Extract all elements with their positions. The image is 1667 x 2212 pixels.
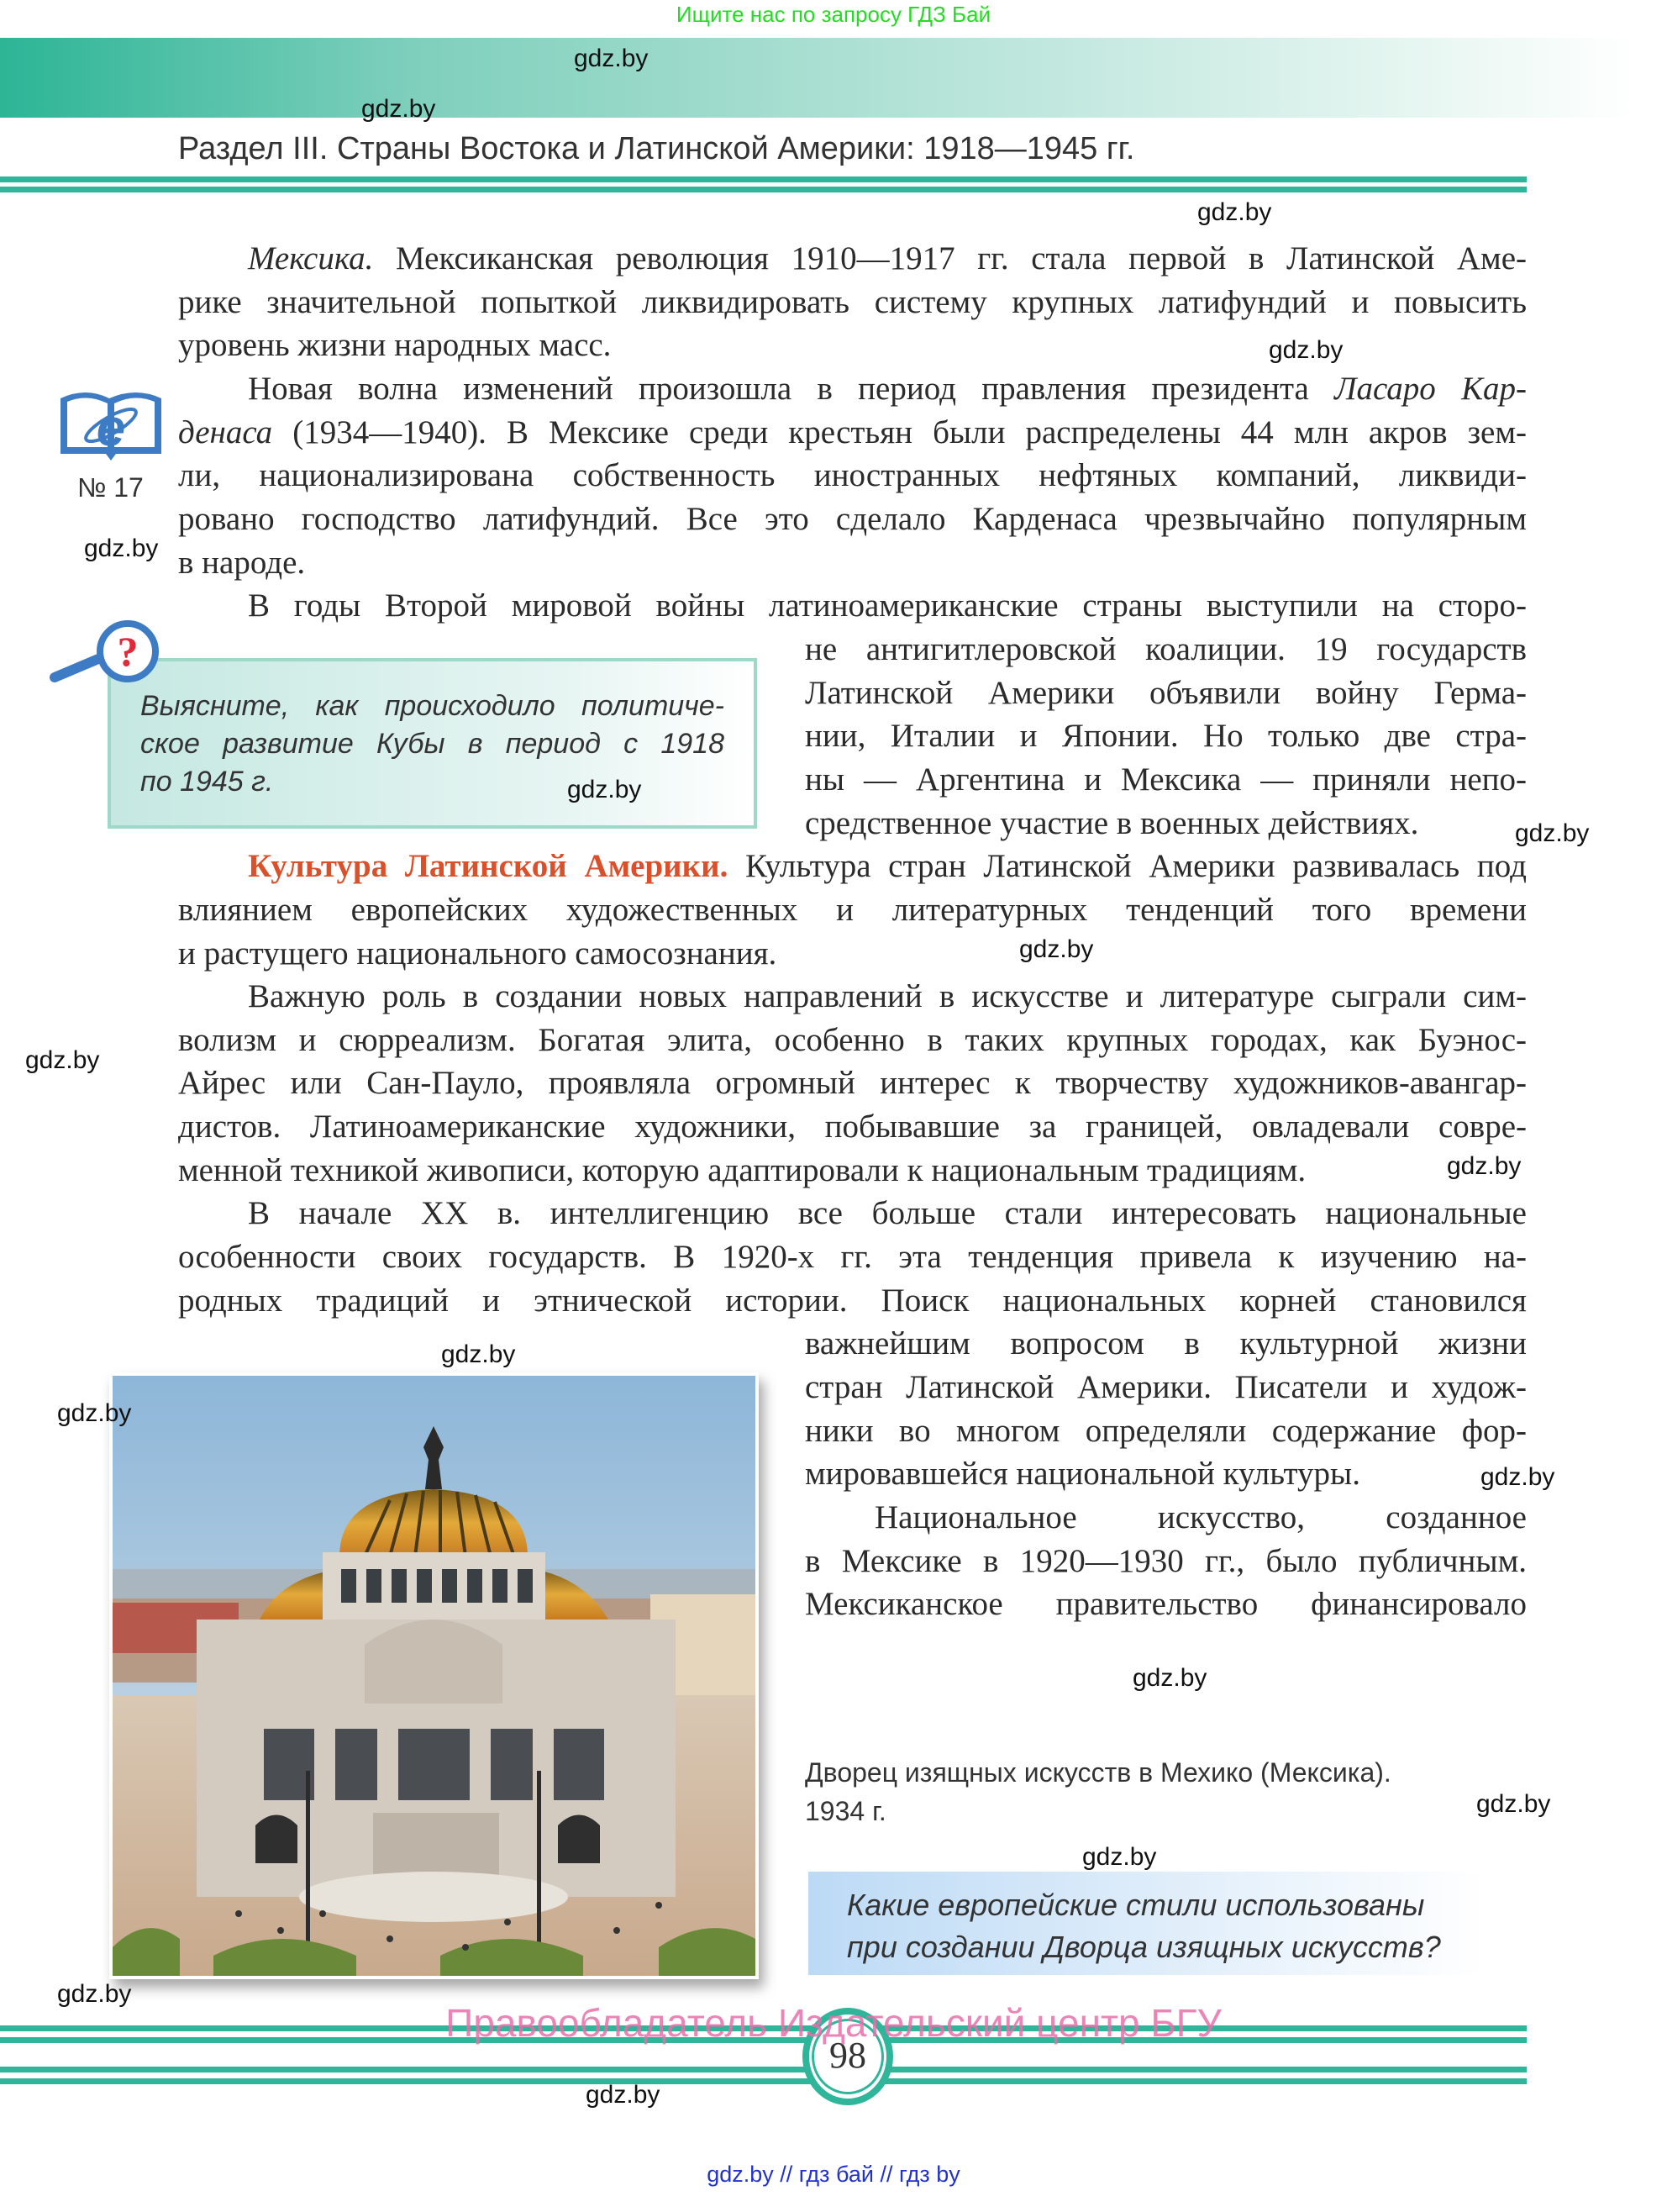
question-line: Какие европейские стили использованы — [847, 1888, 1425, 1922]
text-line — [805, 758, 1527, 802]
text-segment: стран Латинской Америки. Писатели и худож- — [805, 1369, 1527, 1406]
watermark: gdz.by — [84, 535, 159, 562]
text-segment: ровано господство латифундий. Все это сделало Карденаса чрезвычайно популярным — [178, 500, 1527, 537]
text-segment: важнейшим вопросом в культурной жизни — [805, 1325, 1527, 1362]
text-segment: Мексиканское правительство финансировало — [805, 1586, 1527, 1623]
top-banner[interactable]: Ищите нас по запросу ГДЗ Бай — [676, 2, 991, 27]
text-segment: Национальное искусство, созданное — [875, 1499, 1527, 1536]
watermark: gdz.by — [1197, 198, 1272, 226]
header-rule — [0, 176, 1527, 182]
text-segment: волизм и сюрреализм. Богатая элита, особенно в таких крупных городах, как Буэнос- — [178, 1021, 1527, 1058]
emphasis-text: денаса — [178, 413, 273, 450]
subheading: Культура Латинской Америки. — [248, 848, 728, 885]
text-line — [178, 845, 1527, 888]
watermark: gdz.by — [1269, 336, 1344, 364]
text-segment: В начале XX в. интеллигенцию все больше стали интересовать национальные — [248, 1195, 1527, 1232]
text-line — [178, 237, 1527, 281]
text-line — [805, 672, 1527, 715]
figure-caption — [805, 1753, 1391, 1830]
text-line — [178, 411, 1527, 455]
watermark: gdz.by — [1515, 819, 1590, 847]
text-line — [805, 1409, 1527, 1453]
text-line — [178, 1235, 1527, 1279]
watermark: gdz.by — [1476, 1790, 1551, 1818]
question-box-2-text — [847, 1884, 1441, 1968]
bottom-links[interactable]: gdz.by // гдз бай // гдз by — [707, 2162, 960, 2187]
text-segment: мировавшейся национальной культуры. — [805, 1456, 1361, 1493]
text-line — [178, 888, 1527, 932]
text-segment: и растущего национального самосознания. — [178, 935, 777, 972]
text-line — [178, 1105, 1527, 1149]
text-segment: Мексиканская революция 1910—1917 гг. стала первой в Латинской Аме- — [373, 240, 1527, 276]
text-line — [805, 1496, 1527, 1540]
text-segment: ники во многом определяли содержание фор- — [805, 1412, 1527, 1449]
text-line — [178, 1149, 1527, 1193]
question-line: по 1945 г. — [140, 766, 274, 798]
watermark: gdz.by — [574, 45, 649, 72]
question-line: при создании Дворца изящных искусств? — [847, 1930, 1441, 1964]
text-line — [805, 714, 1527, 758]
text-segment: уровень жизни народных масс. — [178, 327, 612, 364]
resource-number: № 17 — [77, 472, 144, 503]
text-segment: менной техникой живописи, которую адаптировали к национальным традициям. — [178, 1151, 1307, 1188]
text-segment: особенности своих государств. В 1920-х гг. эта тенденция привела к изучению на- — [178, 1239, 1527, 1276]
text-line — [178, 975, 1527, 1019]
watermark: gdz.by — [567, 776, 642, 803]
watermark: gdz.by — [1480, 1463, 1555, 1491]
text-segment: средственное участие в военных действиях. — [805, 804, 1419, 841]
text-line — [178, 1019, 1527, 1062]
e-resource-book-icon[interactable] — [57, 387, 165, 468]
text-line — [178, 281, 1527, 324]
question-line: Выясните, как происходило политиче- — [140, 690, 724, 722]
emphasis-text: Ласаро Кар- — [1334, 370, 1527, 407]
text-line — [805, 1452, 1527, 1496]
copyright-watermark: Правообладатель Издательский центр БГУ — [445, 2001, 1222, 2045]
text-line — [805, 1583, 1527, 1626]
text-line — [805, 1366, 1527, 1409]
text-line — [805, 1540, 1527, 1583]
caption-line: 1934 г. — [805, 1796, 886, 1826]
text-segment: В годы Второй мировой войны латиноамериканские страны выступили на сторо- — [248, 587, 1527, 624]
watermark: gdz.by — [1133, 1664, 1207, 1692]
page-number: 98 — [829, 2035, 866, 2076]
watermark: gdz.by — [25, 1046, 100, 1074]
palace-of-fine-arts-photo — [109, 1372, 759, 1979]
watermark: gdz.by — [1447, 1152, 1522, 1180]
watermark: gdz.by — [586, 2081, 660, 2109]
text-segment: дистов. Латиноамериканские художники, побывавшие за границей, овладевали совре- — [178, 1109, 1527, 1146]
text-line — [178, 454, 1527, 498]
text-segment: в Мексике в 1920—1930 гг., было публичным. — [805, 1542, 1527, 1579]
text-segment: влиянием европейских художественных и литературных тенденций того времени — [178, 891, 1527, 928]
text-segment: ли, национализирована собственность иностранных нефтяных компаний, ликвиди- — [178, 457, 1527, 494]
text-line — [178, 498, 1527, 541]
watermark: gdz.by — [1019, 935, 1094, 963]
text-segment: Новая волна изменений произошла в период правления президента — [248, 370, 1335, 407]
text-segment: (1934—1940). В Мексике среди крестьян были распределены 44 млн акров зем- — [272, 413, 1527, 450]
question-line: ское развитие Кубы в период с 1918 — [140, 728, 724, 760]
text-line — [178, 1192, 1527, 1235]
footer-rule — [0, 2067, 1527, 2072]
text-line — [805, 628, 1527, 672]
text-line — [178, 1061, 1527, 1105]
text-segment: ны — Аргентина и Мексика — приняли непо- — [805, 761, 1527, 798]
svg-text:e: e — [96, 399, 126, 457]
svg-text:?: ? — [117, 628, 139, 675]
section-title: Раздел III. Страны Востока и Латинской Америки: 1918—1945 гг. — [178, 131, 1135, 166]
header-band — [0, 38, 1638, 118]
watermark: gdz.by — [57, 1980, 132, 2008]
watermark: gdz.by — [441, 1340, 516, 1368]
text-segment: Латинской Америки объявили войну Герма- — [805, 674, 1527, 711]
watermark: gdz.by — [361, 95, 436, 123]
text-segment: не антигитлеровской коалиции. 19 государств — [805, 630, 1527, 667]
watermark: gdz.by — [57, 1399, 132, 1427]
text-segment: Важную роль в создании новых направлений в искусстве и литературе сыграли сим- — [248, 978, 1527, 1015]
text-segment: родных традиций и этнической истории. Поиск национальных корней становился — [178, 1282, 1527, 1319]
text-line — [178, 367, 1527, 411]
text-segment: рике значительной попыткой ликвидировать систему крупных латифундий и повысить — [178, 283, 1527, 320]
caption-line: Дворец изящных искусств в Мехико (Мексика). — [805, 1757, 1391, 1788]
text-line — [178, 541, 1527, 585]
footer-rule — [0, 2078, 1527, 2084]
text-line — [805, 802, 1527, 845]
text-line — [178, 584, 1527, 628]
text-segment: Культура стран Латинской Америки развивалась под — [728, 848, 1527, 885]
text-line — [178, 1279, 1527, 1323]
text-segment: Айрес или Сан-Пауло, проявляла огромный интерес к творчеству художников-авангар- — [178, 1065, 1527, 1102]
text-segment: нии, Италии и Японии. Но только две стра- — [805, 718, 1527, 755]
watermark: gdz.by — [1082, 1843, 1157, 1871]
text-line — [805, 1322, 1527, 1366]
emphasis-text: Мексика. — [248, 240, 374, 276]
header-rule — [0, 187, 1527, 192]
text-line — [178, 932, 1527, 976]
text-segment: в народе. — [178, 544, 306, 581]
